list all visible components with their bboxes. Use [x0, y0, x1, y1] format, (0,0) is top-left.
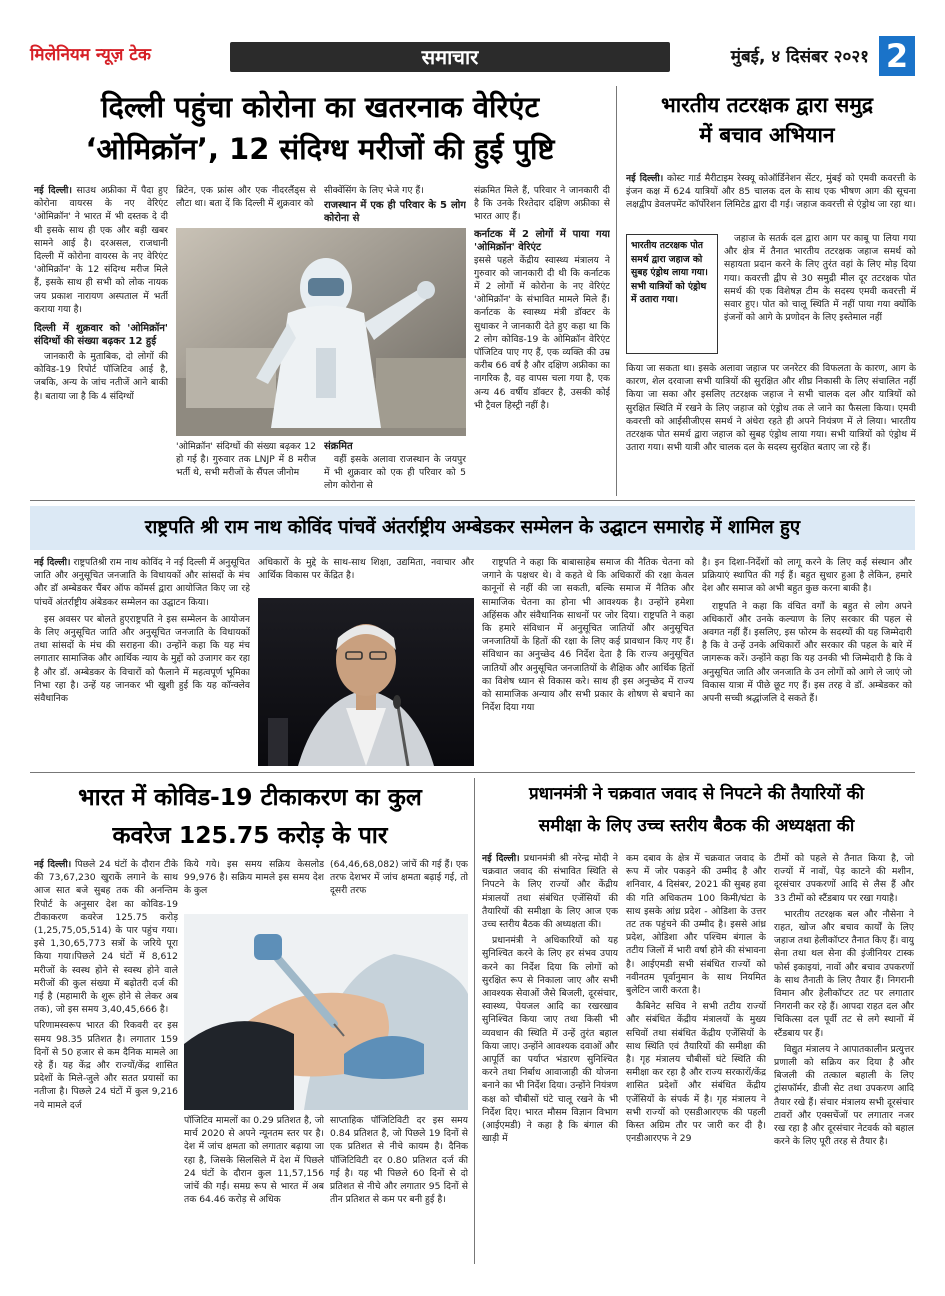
story4-col3-bottom: [330, 1114, 468, 1262]
divider-top-band: [30, 500, 915, 501]
story2-text3: [626, 362, 916, 496]
story3-lead: नई दिल्ली।: [34, 557, 71, 568]
story4-headline: [30, 778, 470, 854]
story3-col4-text: है। इन दिशा-निर्देशों को लागू करने के लिए कई संस्थान और प्रक्रियाएं स्थापित की गई हैं। बहुत सुधार हुआ है लेकिन, हमारे देश और समाज को अभी बहुत कुछ करना बाकी है।: [702, 557, 912, 595]
story5-headline-line1: प्रधानमंत्री ने चक्रवात जवाद से निपटने की तैयारियों की: [528, 784, 865, 804]
story1-col4-text: संक्रमित मिले हैं, परिवार ने जानकारी दी है कि उनके रिश्तेदार दक्षिण अफ्रीका से भारत आए हैं।: [474, 185, 610, 223]
story3-col1: [34, 556, 250, 766]
story2-headline-line2: में बचाव अभियान: [699, 123, 835, 147]
story5-col3c-text: विद्युत मंत्रालय ने आपातकालीन प्रत्युत्तर प्रणाली को सक्रिय कर दिया है और बिजली की तत्काल बहाली के लिए ट्रांसफॉर्मर, डीजी सेट तथा उपकरण आदि तैयार रखे हैं। संचार मंत्रालय सभी दूरसंचार टावरों और एक्सचेंजों पर लगातार नजर रख रहा है और दूरसंचार नेटवर्क को बहाल करने के लिए पूरी तरह से तैयार है।: [774, 1043, 914, 1148]
story3-photo-president: [258, 598, 474, 766]
story2-headline-line1: भारतीय तटरक्षक द्वारा समुद्र: [660, 93, 874, 117]
divider-story4-story5: [474, 778, 475, 1264]
story1-headline-line1: दिल्ली पहुंचा कोरोना का खतरनाक वेरिएंट: [100, 90, 540, 124]
story4-col2-bottom: [184, 1114, 324, 1262]
story3-col1-text: राष्ट्रपतिश्री राम नाथ कोविंद ने नई दिल्ली में अनुसूचित जाति और अनुसूचित जनजाति के विधायकों और सांसदों के मंच और डॉ अम्बेडकर चैंबर ऑफ कॉमर्स द्वारा आयोजित किए जा रहे पांचवें अंतर्राष्ट्रीय अंबेडकर सम्मेलन का उद्घाटन किया।: [34, 557, 250, 608]
story3-headline: राष्ट्रपति श्री राम नाथ कोविंद पांचवें अंतर्राष्ट्रीय अम्बेडकर सम्मेलन के उद्घाटन समारोह में शामिल हुए: [144, 517, 801, 538]
story5-lead: नई दिल्ली।: [482, 853, 520, 864]
story5-col3-text: टीमों को पहले से तैनात किया है, जो राज्यों में नावों, पेड़ काटने की मशीन, दूरसंचार उपकरणों आदि से लैस हैं और 33 टीमों को स्टैंडबाय पर रखा गयाहै।: [774, 853, 914, 904]
story1-headline-line2: ‘ओमिक्रॉन’, 12 संदिग्ध मरीजों की हुई पुष्टि: [85, 132, 555, 166]
story1-col2-top: [176, 184, 316, 224]
masthead: [30, 36, 915, 78]
masthead-section-band: [230, 42, 670, 72]
story1-photo-ppe-worker: [176, 228, 466, 436]
story4-col3-top: [330, 858, 468, 912]
story4-headline-line2: कवरेज 125.75 करोड़ के पार: [112, 821, 388, 849]
story4-col3-bottom-text: साप्ताहिक पॉजिटिविटी दर इस समय 0.84 प्रतिशत है, जो पिछले 19 दिनों से एक प्रतिशत से नीचे कायम है। दैनिक पॉजिटिविटी दर 0.80 प्रतिशत दर्ज की गई है। यह भी पिछले 60 दिनों से दो प्रतिशत से नीचे और लगातार 95 दिनों से तीन प्रतिशत से कम पर बनी हुई है।: [330, 1115, 468, 1206]
divider-mid-band: [30, 772, 915, 773]
story1-col3-top: [324, 184, 466, 224]
story3-col4: [702, 556, 912, 766]
story5-headline-line2: समीक्षा के लिए उच्च स्तरीय बैठक की अध्यक्षता की: [538, 816, 855, 836]
story4-headline-line1: भारत में कोविड-19 टीकाकरण का कुल: [78, 783, 422, 811]
ppe-worker-illustration: [176, 228, 466, 436]
story4-col1-text: पिछले 24 घंटों के दौरान टीके की 73,67,230 खुराकें लगाने के साथ आज सात बजे सुबह तक की अनन्तिम रिपोर्ट के अनुसार देश का कोविड-19 टीकाकरण कवरेज 125.75 करोड़ (1,25,75,05,514) के पार पहुंच गया। इसे 1,30,65,773 सत्रों के जरिये पूरा किया गया।पिछले 24 घंटों में 8,612 मरीजों के स्वस्थ होने से स्वस्थ होने वाले मरीजों की कुल संख्या में बढ़ोतरी दर्ज की गई है (महामारी के शुरू होने से लेकर अब तक), जो इस समय 3,40,45,666 है।: [34, 859, 178, 1016]
story1-col4: [474, 184, 610, 496]
vaccination-illustration: [184, 914, 468, 1110]
story5-col2b-text: कैबिनेट सचिव ने सभी तटीय राज्यों और संबंधित केंद्रीय मंत्रालयों के मुख्य सचिवों तथा संबंधित केंद्रीय एजेंसियों के साथ स्थिति एवं तैयारियों की समीक्षा की है। गृह मंत्रालय चौबीसों घंटे स्थिति की समीक्षा कर रहा है और राज्य सरकारों/केंद्र शासित प्रदेशों और संबंधित केंद्रीय एजेंसियों के संपर्क में है। गृह मंत्रालय ने सभी राज्यों को एसडीआरएफ की पहली किस्त अग्रिम तौर पर जारी कर दी है। एनडीआरएफ ने 29: [626, 1001, 766, 1145]
story5-col3b-text: भारतीय तटरक्षक बल और नौसेना ने राहत, खोज और बचाव कार्यों के लिए जहाज तथा हेलीकॉप्टर तैनात किए हैं। वायु सेना तथा थल सेना की इंजीनियर टास्क फोर्स इकाइयां, नावों और बचाव उपकरणों के साथ तैनाती के लिए तैयार हैं। निगरानी विमान और हेलीकॉप्टर तट पर लगातार निगरानी कर रहे हैं। आपदा राहत दल और चिकित्सा दल पूर्वी तट से लगे स्थानों में स्टैंडबाय पर हैं।: [774, 908, 914, 1039]
story5-col1b-text: प्रधानमंत्री ने अधिकारियों को यह सुनिश्चित करने के लिए हर संभव उपाय करने का निर्देश दिया कि लोगों को सुरक्षित रूप से निकाला जाए और सभी आवश्यक सेवाओं जैसे बिजली, दूरसंचार, स्वास्थ्य, पेयजल आदि का रखरखाव सुनिश्चित किया जाए तथा किसी भी व्यवधान की स्थिति में उन्हें तुरंत बहाल किया जाए। उन्होंने आवश्यक दवाओं और आपूर्ति का पर्याप्त भंडारण सुनिश्चित करने तथा निर्बाध आवाजाही की योजना बनाने का भी निर्देश दिया। उन्होंने नियंत्रण कक्ष को चौबीसों घंटे चालू रखने के भी निर्देश दिए। भारत मौसम विज्ञान विभाग (आईएमडी) ने कहा है कि बंगाल की खाड़ी में: [482, 935, 618, 1145]
story4-photo-vaccination: [184, 914, 468, 1110]
story1-col3-top-text: सीक्वेंसिंग के लिए भेजे गए हैं।: [324, 185, 424, 196]
story4-lead: नई दिल्ली।: [34, 859, 72, 870]
story2-headline: [622, 90, 912, 150]
story2-intro: [626, 172, 916, 228]
story2-text3-content: किया जा सकता था। इसके अलावा जहाज पर जनरेटर की विफलता के कारण, आग के कारण, शेल दरवाजा सभी यात्रियों की सुरक्षित और शीघ्र निकासी के लिए संचालित नहीं किया जा सका और इसलिए तटरक्षक जहाज ने सभी चालक दल और यात्रियों को सुरक्षित स्थिति में रखने के लिए जहाज को एंड्रोथ तक ले जाने का फैसला किया। एमवी कवरत्ती को आईसीजीएस समर्थ ने अंधेरा रहते ही अपने नियंत्रण में ले लिया। भारतीय तटरक्षक पोत समर्थ द्वारा जहाज को सुबह एंड्रोथ लाया गया। सभी यात्रियों को एंड्रोथ में उतारा गया। सभी यात्री और चालक दल के सदस्य सुरक्षित बताए जा रहे हैं।: [626, 363, 916, 454]
story1-col1: [34, 184, 168, 496]
story4-col2-top-text: किये गये। इस समय सक्रिय केसलोड 99,976 है। सक्रिय मामले इस समय देश के कुल: [184, 859, 324, 897]
story1-col3-bottom-text: वहीं इसके अलावा राजस्थान के जयपुर में भी शुक्रवार को एक ही परिवार को 5 लोग कोरोना से: [324, 454, 466, 492]
story1-col3-bottom: [324, 440, 466, 496]
story2-text1: कोस्ट गार्ड मैरीटाइम रेस्क्यू कोऑर्डिनेशन सेंटर, मुंबई को एमवी कवरत्ती के इंजन कक्ष में 624 यात्रियों और 85 चालक दल के साथ एक भीषण आग की सूचना लक्षद्वीप डेवलपमेंट कॉर्पोरेशन लिमिटेड द्वारा दी गई। जहाज कवरत्ती से एंड्रोथ जा रहा था।: [626, 173, 916, 211]
story5-col1-text: प्रधानमंत्री श्री नरेन्द्र मोदी ने चक्रवात जवाद की संभावित स्थिति से निपटने के लिए राज्यों और केंद्रीय मंत्रालयों तथा संबंधित एजेंसियों की तैयारियों की समीक्षा के लिए आज एक उच्च स्तरीय बैठक की अध्यक्षता की।: [482, 853, 618, 931]
story5-col2-text: कम दबाव के क्षेत्र में चक्रवात जवाद के रूप में जोर पकड़ने की उम्मीद है और शनिवार, 4 दिसंबर, 2021 की सुबह हवा की गति अधिकतम 100 किमी/घंटा के साथ इसके आंध्र प्रदेश - ओडिशा के उत्तर तट तक पहुंचने की उम्मीद है। इससे आंध्र प्रदेश, ओडिशा और पश्चिम बंगाल के तटीय जिलों में भारी वर्षा होने की संभावना है। आईएमडी सभी संबंधित राज्यों को नवीनतम पूर्वानुमान के साथ नियमित बुलेटिन जारी करता है।: [626, 853, 766, 997]
story2-text2: [724, 232, 916, 358]
story5-col1: [482, 852, 618, 1262]
story1-col3-subhead: राजस्थान में एक ही परिवार के 5 लोग कोरोना से: [324, 200, 466, 224]
masthead-section-label: समाचार: [421, 45, 479, 69]
story1-col2-top-text: ब्रिटेन, एक फ्रांस और एक नीदरलैंड्स से लौटा था। बता दें कि दिल्ली में शुक्रवार को: [176, 185, 316, 210]
story4-col1b-text: परिणामस्वरूप भारत की रिकवरी दर इस समय 98.35 प्रतिशत है। लगातार 159 दिनों से 50 हजार से कम दैनिक मामले आ रहे हैं। यह केंद्र और राज्यों/केंद्र शासित प्रदेशों के मिले-जुले और सतत प्रयासों का नतीजा है। पिछले 24 घंटों में कुल 9,216 नये मामले दर्ज: [34, 1020, 178, 1111]
story1-col4-text2: इससे पहले केंद्रीय स्वास्थ्य मंत्रालय ने गुरुवार को जानकारी दी थी कि कर्नाटक में 2 लोगों में कोरोना के नए वेरिएंट 'ओमिक्रॉन' के संभावित मामले मिले हैं। कर्नाटक के स्वास्थ्य मंत्री डॉक्टर के सुधाकर ने जानकारी देते हुए कहा था कि 2 लोग कोविड-19 के ओमिक्रॉन वेरिएंट पॉजिटिव पाए गए हैं, एक व्यक्ति की उम्र करीब 66 वर्ष है और दक्षिण अफ्रीका का नागरिक है, वह वापस चला गया है, एक अन्य 46 वर्षीय डॉक्टर है, उसकी कोई भी ट्रैवल हिस्ट्री नहीं है।: [474, 254, 610, 411]
story3-col3: [482, 556, 694, 766]
story1-col1-subhead: दिल्ली में शुक्रवार को 'ओमिक्रॉन' संदिग्धों की संख्या बढ़कर 12 हुई: [34, 323, 168, 348]
story2-text2-content: जहाज के सतर्क दल द्वारा आग पर काबू पा लिया गया और क्षेत्र में तैनात भारतीय तटरक्षक जहाज समर्थ को सहायता प्रदान करने के लिए तुरंत वहां के लिए मोड़ दिया गया। कवरत्ती द्वीप से 30 समुद्री मील दूर तटरक्षक पोत समर्थ की एक विशेषज्ञ टीम के सदस्य एमवी कवरत्ती में सवार हुए। पोत को चालू स्थिति में नहीं पाया गया क्योंकि इंजनों को आगे के प्रणोदन के लिए इस्तेमाल नहीं: [724, 233, 916, 324]
story3-col1b-text: इस अवसर पर बोलते हुएराष्ट्रपति ने इस सम्मेलन के आयोजन के लिए अनुसूचित जाति और अनुसूचित जनजाति के विधायकों तथा सांसदों के मंच की सराहना की। उन्होंने कहा कि यह मंच लगातार सामाजिक और आर्थिक न्याय के मुद्दों को उजागर कर रहा है और डॉ. अम्बेडकर के विचारों को फैलाने में महत्वपूर्ण भूमिका निभा रहा है। उन्हें यह जानकर भी खुशी हुई कि यह कॉन्क्लेव संवैधानिक: [34, 613, 250, 705]
divider-story1-story2: [616, 86, 617, 496]
story1-col4-subhead: कर्नाटक में 2 लोगों में पाया गया 'ओमिक्रॉन' वेरिएंट: [474, 228, 610, 253]
story1-col3-subhead2: संक्रमित: [324, 441, 353, 452]
story4-col3-top-text: (64,46,68,082) जांचें की गई हैं। एक तरफ देशभर में जांच क्षमता बढ़ाई गई, तो दूसरी तरफ: [330, 859, 468, 897]
story5-headline: [478, 778, 915, 842]
story5-col3: [774, 852, 914, 1262]
masthead-paper-name: मिलेनियम न्यूज़ टेक: [30, 45, 151, 65]
story1-col1-text: साउथ अफ्रीका में पैदा हुए कोरोना वायरस के नए वेरिएंट 'ओमिक्रॉन' ने भारत में भी दस्तक दे दी थी इसके साथ ही एक और बड़ी खबर सामने आई है। दरअसल, राजधानी दिल्ली में कोरोना वायरस के नए वेरिएंट 'ओमिक्रॉन' के 12 संदिग्ध मरीज मिले हैं, इसके साथ ही सभी को लोक नायक जय प्रकाश नारायण अस्पताल में भर्ती कराया गया है।: [34, 185, 168, 315]
story3-col2: [258, 556, 474, 596]
story4-col2-bottom-text: पॉजिटिव मामलों का 0.29 प्रतिशत है, जो मार्च 2020 से अपने न्यूनतम स्तर पर है। देश में जांच क्षमता को लगातार बढ़ाया जा रहा है, जिसके सिलसिले में देश में पिछले 24 घंटों के दौरान कुल 11,57,156 जांचें की गईं। समग्र रूप से भारत में अब तक 64.46 करोड़ से अधिक: [184, 1115, 324, 1206]
story4-col1: [34, 858, 178, 1262]
story5-col2: [626, 852, 766, 1262]
story4-col2-top: [184, 858, 324, 912]
story2-callout-box: [626, 234, 718, 354]
story3-headline-band: [30, 506, 915, 550]
president-speaking-illustration: [258, 598, 474, 766]
story1-col2-bottom: [176, 440, 316, 496]
masthead-dateline: मुंबई, ४ दिसंबर २०२१: [730, 47, 869, 67]
story1-col1-text2: जानकारी के मुताबिक, दो लोगों की कोविड-19 रिपोर्ट पॉजिटिव आई है, जबकि, अन्य के जांच नतीजें आने बाकी है। बताया जा है कि 4 संदिग्धों: [34, 351, 168, 402]
story3-col4b-text: राष्ट्रपति ने कहा कि वंचित वर्गों के बहुत से लोग अपने अधिकारों और उनके कल्याण के लिए सरकार की पहल से अवगत नहीं हैं। इसलिए, इस फोरम के सदस्यों की यह जिम्मेदारी है कि वे उन्हें उनके अधिकारों और सरकार की पहल के बारे में जागरूक करें। उन्होंने कहा कि यह उनकी भी जिम्मेदारी है कि वे अनुसूचित जाति और जनजाति के उन लोगों को आगे ले जाएं जो विकास यात्रा में पीछे छूट गए हैं। इस तरह वे डॉ. अम्बेडकर को अपनी सच्ची श्रद्धांजलि दे सकते हैं।: [702, 600, 912, 705]
story3-col3-text: राष्ट्रपति ने कहा कि बाबासाहेब समाज की नैतिक चेतना को जगाने के पक्षधर थे। वे कहते थे कि अधिकारों की रक्षा केवल कानूनों से नहीं की जा सकती, बल्कि समाज में नैतिक और सामाजिक चेतना का होना भी आवश्यक है। उन्होंने हमेशा अहिंसक और संवैधानिक साधनों पर जोर दिया। राष्ट्रपति ने कहा कि हमारे संविधान में अनुसूचित जातियों और अनुसूचित जनजातियों के हितों की रक्षा के लिए कई प्रावधान किए गए हैं। संविधान का अनुच्छेद 46 निर्देश देता है कि राज्य अनुसूचित जातियों और अनुसूचित जनजातियों के शैक्षिक और आर्थिक हितों का विशेष ध्यान से विकास करे। साथ ही इस अनुच्छेद में राज्य को सामाजिक अन्याय और सभी प्रकार के शोषण से बचाने का निर्देश दिया गया: [482, 557, 694, 714]
story2-callout-text: भारतीय तटरक्षक पोत समर्थ द्वारा जहाज को सुबह एंड्रोथ लाया गया। सभी यात्रियों को एंड्रोथ में उतारा गया।: [631, 240, 708, 305]
story2-lead: नई दिल्ली।: [626, 173, 664, 184]
story1-col2-bottom-text: 'ओमिक्रॉन' संदिग्धों की संख्या बढ़कर 12 हो गई है। गुरुवार तक LNJP में 8 मरीज भर्ती थे, सभी मरीजों के सैंपल जीनोम: [176, 441, 316, 479]
page-number: 2: [879, 36, 915, 76]
story3-col2-text: अधिकारों के मुद्दे के साथ-साथ शिक्षा, उद्यमिता, नवाचार और आर्थिक विकास पर केंद्रित है।: [258, 557, 474, 582]
story1-lead: नई दिल्ली।: [34, 185, 72, 196]
story1-headline: [30, 86, 610, 170]
